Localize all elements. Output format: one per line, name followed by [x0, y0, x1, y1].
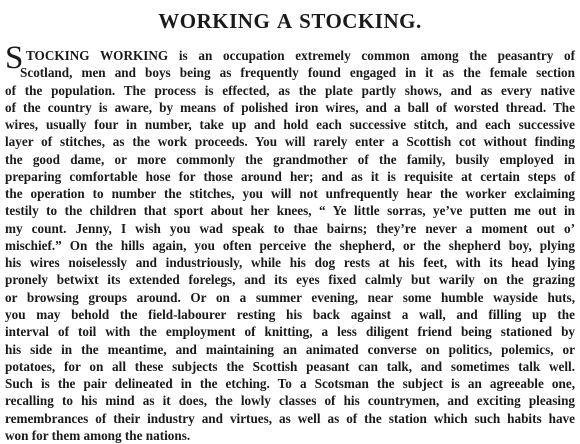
- text-line-20: Such is the pair delineated in the etching. To a Scotsman the subject is an agreeable one,: [5, 376, 575, 392]
- text-line-7: the good dame, or more commonly the grandmother of the family, busily employed in: [5, 151, 575, 167]
- drop-cap: S: [5, 40, 24, 76]
- text-line-1-text: TOCKING WORKING is an occupation extremely common among the peasantry of: [26, 48, 575, 63]
- text-line-13: his wires noiselessly and industriously, while his dog rests at his feet, with its head lying: [5, 255, 575, 271]
- text-line-11: my count. Jenny, I wish you wad speak to thae bairns; they’re never a moment out o’: [5, 220, 575, 236]
- text-line-19: potatoes, for on all these subjects the Scottish peasant can talk, and sometimes talk well.: [5, 358, 575, 374]
- text-line-17: interval of toil with the employment of knitting, a less diligent friend being stationed by: [5, 324, 575, 340]
- text-line-9: the operation to number the stitches, you will not unfrequently hear the worker exclaiming: [5, 186, 575, 202]
- text-line-15: or browsing groups around. Or on a summer evening, near some humble wayside huts,: [5, 289, 575, 305]
- body-paragraph: [5, 40, 575, 444]
- text-line-16: you may behold the field-labourer resting his back against a wall, and filling up the: [5, 306, 575, 322]
- text-line-2: Scotland, men and boys being as frequently found engaged in it as the female section: [20, 65, 575, 81]
- text-line-12: mischief.” On the hills again, you often perceive the shepherd, or the shepherd boy, plying: [5, 237, 575, 253]
- text-line-18: his side in the meantime, and maintaining an animated converse on politics, polemics, or: [5, 341, 575, 357]
- text-line-8: preparing comfortable hose for those around her; and as it is requisite at certain steps of: [5, 168, 575, 184]
- text-line-5: wires, usually four in number, take up and hold each successive stitch, and each successive: [5, 117, 575, 133]
- text-line-14: pronely betwixt its extended forelegs, and its eyes fixed calmly but warily on the grazing: [5, 272, 575, 288]
- text-line-21: recalling to his mind as it does, the lowly classes of his countrymen, and exciting pleasing: [5, 393, 575, 409]
- text-line-6: layer of stitches, as the work proceeds. You will rarely enter a Scottish cot without finding: [5, 134, 575, 150]
- text-line-22: remembrances of their industry and virtues, as well as of the station which such habits have: [5, 410, 575, 426]
- text-line-4: of the country is aware, by means of polished iron wires, and a ball of worsted thread. The: [5, 99, 575, 115]
- text-line-3: of the population. The process is effected, as the plate partly shows, and as every native: [5, 82, 575, 98]
- text-line-23: won for them among the nations.: [5, 427, 191, 443]
- page-title: WORKING A STOCKING.: [158, 9, 422, 33]
- text-line-10: testily to the children that sport about her knees, “ Ye little sorras, ye’ve putten me out in: [5, 203, 575, 219]
